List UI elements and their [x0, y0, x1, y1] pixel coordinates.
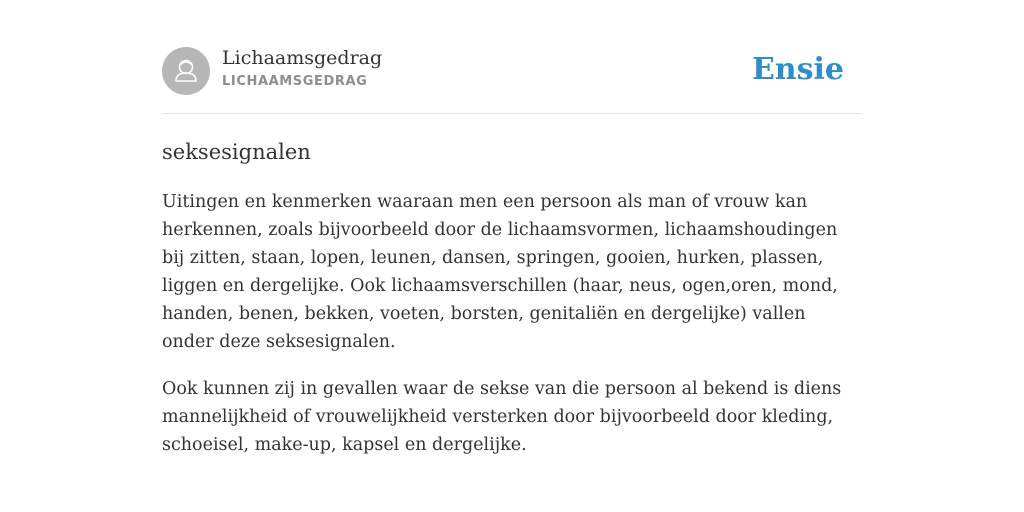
author-name[interactable]: Lichaamsgedrag	[222, 47, 383, 69]
user-silhouette-icon	[162, 47, 210, 95]
definition-paragraph: Uitingen en kenmerken waaraan men een persoon als man of vrouw kan herkennen, zoals bijvoorbeeld door de lichaamsvormen, lichaamshoudingen bij zitten, staan, lopen, leunen, dansen, springen, gooien, hurken, plassen, liggen en dergelijke. Ook lichaamsverschillen (haar, neus, ogen,oren, mond, handen, benen, bekken, voeten, borsten, genitaliën en dergelijke) vallen onder deze seksesignalen.	[162, 192, 838, 352]
avatar[interactable]	[162, 47, 210, 95]
brand-logo[interactable]: Ensie	[751, 52, 844, 87]
definition-card	[162, 46, 862, 459]
card-header	[162, 46, 862, 114]
definition-paragraph: Ook kunnen zij in gevallen waar de sekse van die persoon al bekend is diens mannelijkheid of vrouwelijkheid versterken door bijvoorbeeld door kleding, schoeisel, make-up, kapsel en dergelijke.	[162, 379, 842, 455]
term-title: seksesignalen	[162, 140, 311, 164]
author-handle[interactable]: LICHAAMSGEDRAG	[222, 74, 368, 89]
